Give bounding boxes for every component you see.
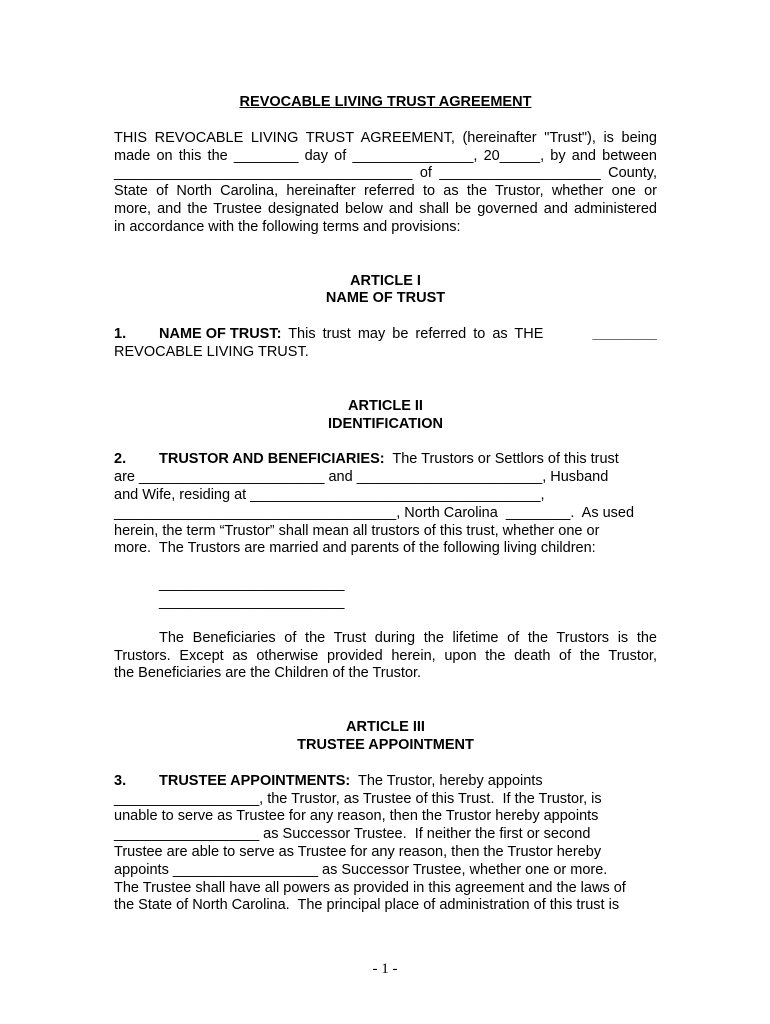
section-text: The Trustors or Settlors of this trust (384, 451, 619, 468)
section-2-line: and Wife, residing at ____________________________________, (114, 486, 545, 503)
section-title: TRUSTEE APPOINTMENTS: (159, 772, 351, 789)
section-3-line: appoints __________________ as Successor Trustee, whether one or more. (114, 861, 608, 878)
beneficiaries-line: Trustors. Except as otherwise provided herein, upon the death of the Trustor, (114, 647, 657, 664)
section-2-line: ___________________________________, North Carolina ________. As used (114, 504, 635, 521)
section-2-line (114, 451, 657, 469)
section-3-line: the State of North Carolina. The principal place of administration of this trust is (114, 897, 620, 914)
intro-line: THIS REVOCABLE LIVING TRUST AGREEMENT, (hereinafter "Trust"), is being (114, 129, 657, 146)
article-1-subheading: NAME OF TRUST (325, 290, 446, 307)
section-3-line: Trustee are able to serve as Trustee for any reason, then the Trustor hereby (114, 843, 602, 860)
intro-line: State of North Carolina, hereinafter referred to as the Trustor, whether one or (114, 183, 657, 200)
article-1-heading: ARTICLE I (350, 272, 421, 289)
section-2-line: are _______________________ and _______________________, Husband (114, 469, 609, 486)
section-3-line: The Trustee shall have all powers as provided in this agreement and the laws of (114, 879, 626, 896)
section-2-line: more. The Trustors are married and parents of the following living children: (114, 540, 596, 557)
document-title: REVOCABLE LIVING TRUST AGREEMENT (239, 94, 532, 110)
section-3-line: __________________ as Successor Trustee. If neither the first or second (114, 826, 591, 843)
section-3-line: __________________, the Trustor, as Trustee of this Trust. If the Trustor, is (114, 790, 602, 807)
section-1 (114, 326, 657, 362)
section-1-line: REVOCABLE LIVING TRUST. (114, 343, 309, 360)
article-3-subheading: TRUSTEE APPOINTMENT (297, 736, 474, 753)
article-2-heading: ARTICLE II (348, 397, 423, 414)
child-name-blank: _______________________ (159, 576, 345, 593)
trust-name-blank: ________ (592, 326, 657, 343)
intro-line: more, and the Trustee designated below and shall be governed and administered (114, 200, 657, 217)
section-text: This trust may be referred to as THE (281, 326, 551, 343)
beneficiaries-line: The Beneficiaries of the Trust during the lifetime of the Trustors is the (159, 629, 657, 646)
intro-line: in accordance with the following terms and provisions: (114, 218, 461, 235)
section-number: 2. (114, 451, 127, 468)
section-1-line (114, 326, 657, 344)
page-number: - 1 - (372, 961, 398, 977)
section-3 (114, 773, 657, 915)
section-2 (114, 451, 657, 683)
section-2-line: herein, the term “Trustor” shall mean all trustors of this trust, whether one or (114, 522, 600, 539)
section-title: NAME OF TRUST: (159, 326, 282, 343)
section-3-line: unable to serve as Trustee for any reason, then the Trustor hereby appoints (114, 808, 599, 825)
beneficiaries-line: the Beneficiaries are the Children of the Trustor. (114, 665, 422, 682)
document-page (114, 94, 657, 915)
intro-line: made on this the ________ day of _______________, 20_____, by and between (114, 147, 657, 164)
article-3-heading: ARTICLE III (346, 719, 425, 736)
section-text: The Trustor, hereby appoints (350, 772, 543, 789)
section-number: 3. (114, 772, 127, 789)
intro-paragraph (114, 130, 657, 237)
child-name-blank: _______________________ (159, 593, 345, 610)
section-title: TRUSTOR AND BENEFICIARIES: (159, 451, 385, 468)
section-3-line (114, 773, 657, 791)
section-number: 1. (114, 326, 127, 343)
article-2-subheading: IDENTIFICATION (328, 415, 443, 432)
intro-line: _____________________________________ of ____________________ County, (114, 165, 657, 182)
